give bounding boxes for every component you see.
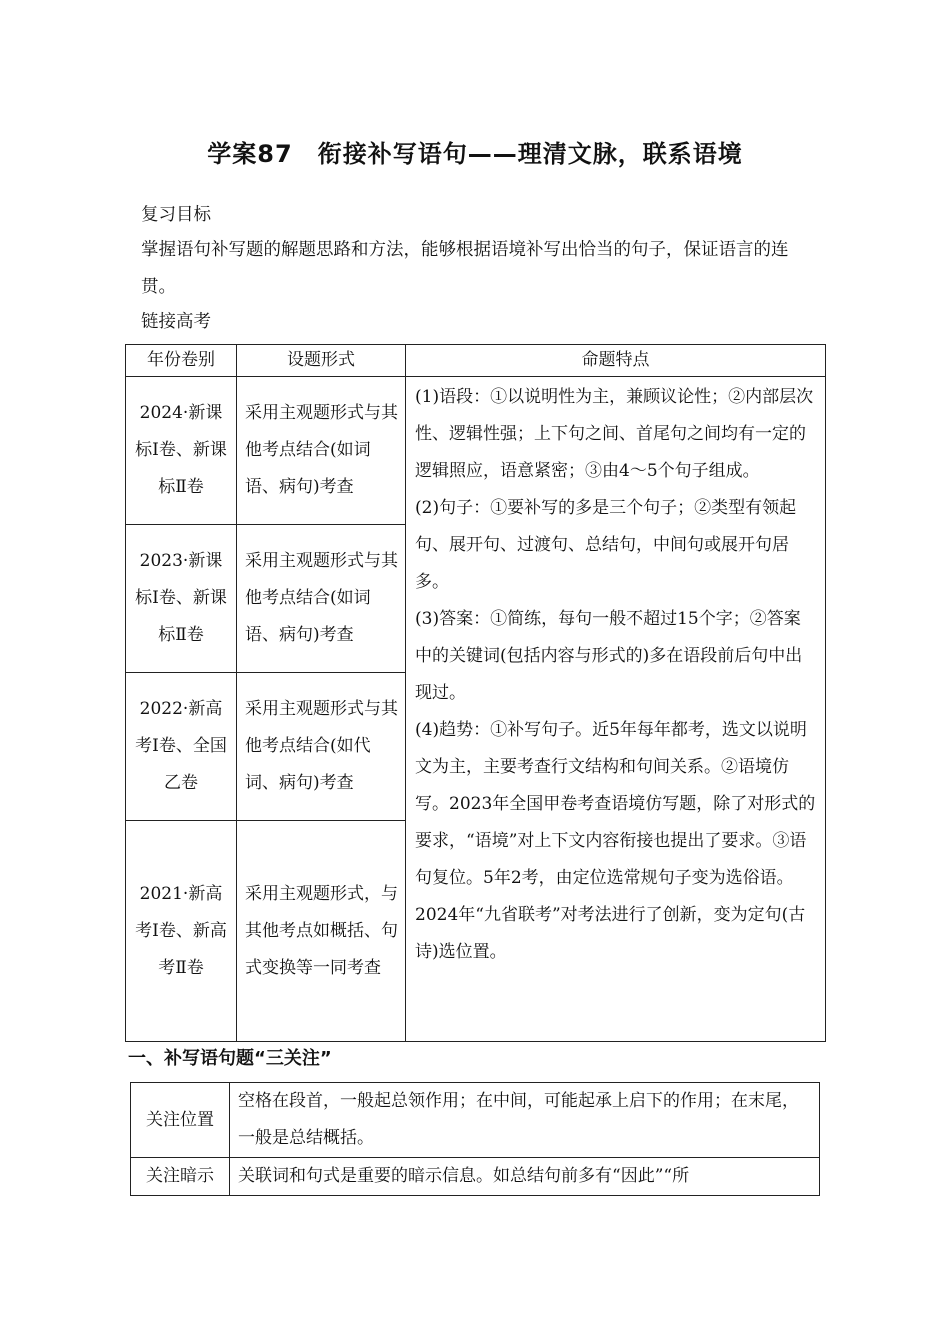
year-cell: 2023·新课标Ⅰ卷、新课标Ⅱ卷 bbox=[126, 525, 237, 673]
feature-item: (3)答案：①简练，每句一般不超过15个字；②答案中的关键词(包括内容与形式的)多在语段前后句中出现过。 bbox=[415, 609, 803, 703]
review-goal-heading: 复习目标 bbox=[141, 205, 211, 225]
exam-analysis-table bbox=[125, 344, 826, 1042]
header-form: 设题形式 bbox=[237, 345, 406, 377]
table-header-row bbox=[126, 345, 826, 377]
link-exam-heading: 链接高考 bbox=[141, 312, 211, 332]
year-cell: 2022·新高考Ⅰ卷、全国乙卷 bbox=[126, 673, 237, 821]
header-year: 年份卷别 bbox=[126, 345, 237, 377]
feature-item: (1)语段：①以说明性为主，兼顾议论性；②内部层次性、逻辑性强；上下句之间、首尾句之间均有一定的逻辑照应，语意紧密；③由4～5个句子组成。 bbox=[415, 387, 814, 481]
table-row bbox=[126, 377, 826, 525]
feature-item: (4)趋势：①补写句子。近5年每年都考，选文以说明文为主，主要考查行文结构和句间关系。②语境仿写。2023年全国甲卷考查语境仿写题，除了对形式的要求，“语境”对上下文内容衔接也提出了要求。③语句复位。5年2考，由定位选常规句子变为选俗语。2024年“九省联考”对考法进行了创新，变为定句(古诗)选位置。 bbox=[415, 720, 816, 962]
focus-label: 关注位置 bbox=[131, 1083, 230, 1158]
review-goal-body: 掌握语句补写题的解题思路和方法，能够根据语境补写出恰当的句子，保证语言的连贯。 bbox=[141, 240, 789, 297]
year-cell: 2024·新课标Ⅰ卷、新课标Ⅱ卷 bbox=[126, 377, 237, 525]
focus-label: 关注暗示 bbox=[131, 1158, 230, 1196]
focus-text: 空格在段首，一般起总领作用；在中间，可能起承上启下的作用；在末尾，一般是总结概括。 bbox=[230, 1083, 820, 1158]
form-cell: 采用主观题形式，与其他考点如概括、句式变换等一同考查 bbox=[237, 821, 406, 1042]
form-cell: 采用主观题形式与其他考点结合(如词语、病句)考查 bbox=[237, 377, 406, 525]
table-row bbox=[131, 1083, 820, 1158]
features-cell bbox=[406, 377, 826, 1042]
year-cell: 2021·新高考Ⅰ卷、新高考Ⅱ卷 bbox=[126, 821, 237, 1042]
focus-text: 关联词和句式是重要的暗示信息。如总结句前多有“因此”“所 bbox=[230, 1158, 820, 1196]
feature-item: (2)句子：①要补写的多是三个句子；②类型有领起句、展开句、过渡句、总结句，中间句或展开句居多。 bbox=[415, 498, 797, 592]
table-row bbox=[131, 1158, 820, 1196]
form-cell: 采用主观题形式与其他考点结合(如词语、病句)考查 bbox=[237, 525, 406, 673]
header-features: 命题特点 bbox=[406, 345, 826, 377]
page-title: 学案87 衔接补写语句——理清文脉，联系语境 bbox=[207, 140, 743, 168]
focus-table bbox=[130, 1082, 820, 1196]
section-heading: 一、补写语句题“三关注” bbox=[128, 1048, 332, 1069]
form-cell: 采用主观题形式与其他考点结合(如代词、病句)考查 bbox=[237, 673, 406, 821]
